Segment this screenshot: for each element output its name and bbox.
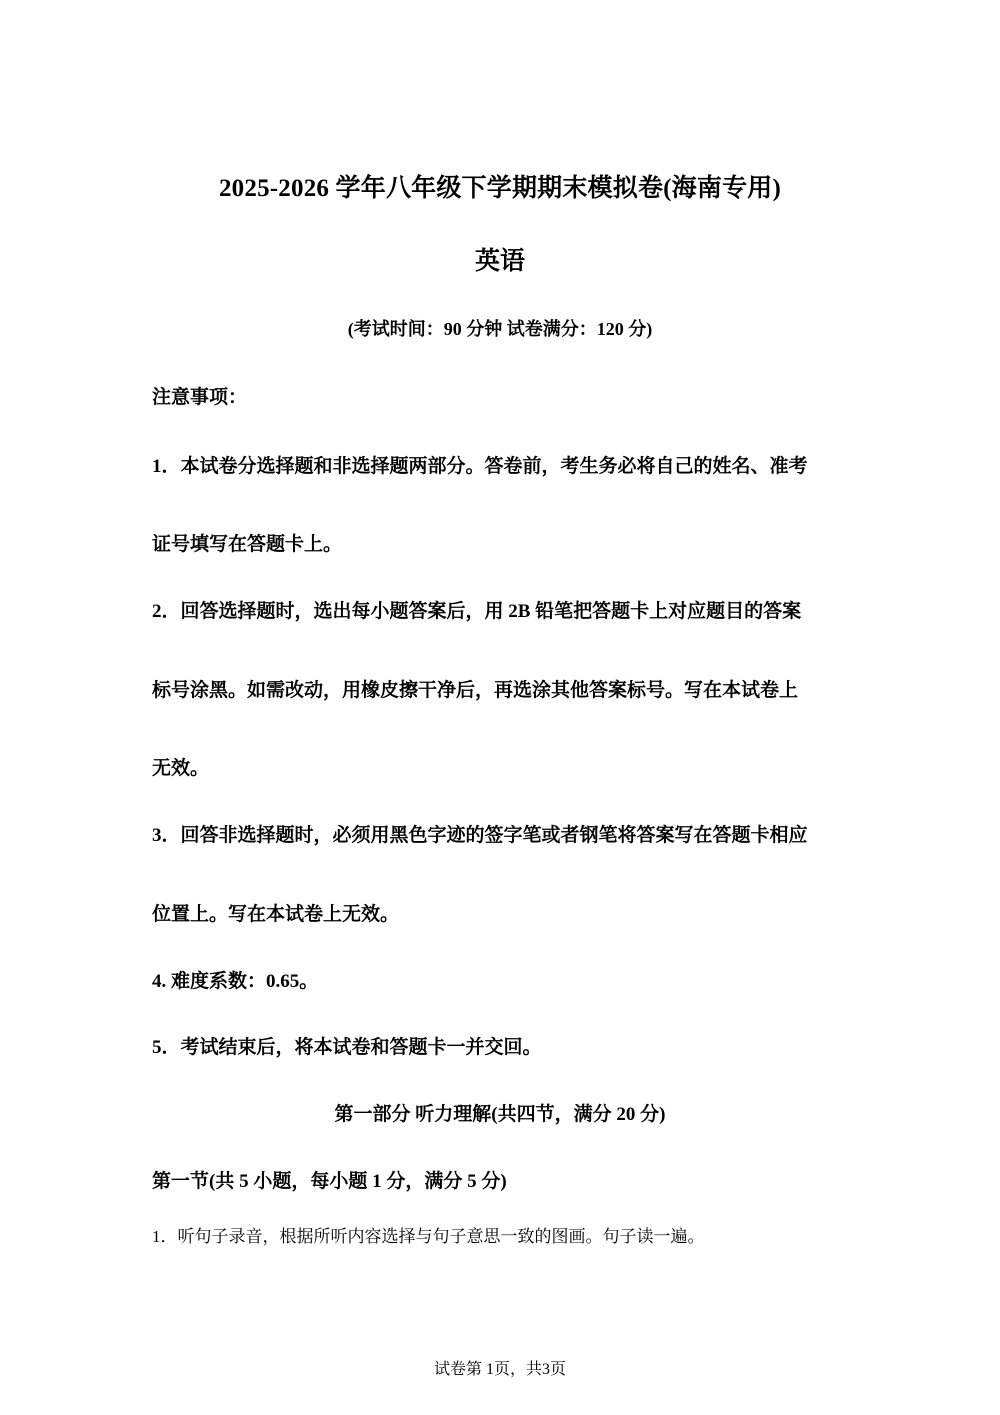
notes-line-3: 2．回答选择题时，选出每小题答案后，用 2B 铅笔把答题卡上对应题目的答案 xyxy=(152,601,802,622)
notes-line-5: 无效。 xyxy=(152,758,210,779)
notes-line-9: 5．考试结束后，将本试卷和答题卡一并交回。 xyxy=(152,1037,542,1058)
question-1-text: 1．听句子录音，根据所听内容选择与句子意思一致的图画。句子读一遍。 xyxy=(152,1227,705,1246)
exam-title: 2025-2026 学年八年级下学期期末模拟卷(海南专用) xyxy=(218,175,782,202)
notes-line-8: 4. 难度系数：0.65。 xyxy=(152,971,319,992)
notes-line-6: 3．回答非选择题时，必须用黑色字迹的签字笔或者钢笔将答案写在答题卡相应 xyxy=(152,825,808,846)
notes-line-1: 1．本试卷分选择题和非选择题两部分。答卷前，考生务必将自己的姓名、准考 xyxy=(152,456,808,477)
exam-subject: 英语 xyxy=(474,248,525,275)
section-one-heading: 第一节(共 5 小题，每小题 1 分，满分 5 分) xyxy=(152,1171,507,1192)
notes-line-4: 标号涂黑。如需改动，用橡皮擦干净后，再选涂其他答案标号。写在本试卷上 xyxy=(152,680,799,701)
notes-heading: 注意事项： xyxy=(152,387,248,408)
notes-line-7: 位置上。写在本试卷上无效。 xyxy=(152,904,400,925)
exam-time-score-info: (考试时间：90 分钟 试卷满分：120 分) xyxy=(347,319,653,339)
page-footer: 试卷第 1页，共3页 xyxy=(433,1361,566,1378)
part-one-heading: 第一部分 听力理解(共四节，满分 20 分) xyxy=(334,1104,666,1125)
notes-line-2: 证号填写在答题卡上。 xyxy=(152,534,343,555)
